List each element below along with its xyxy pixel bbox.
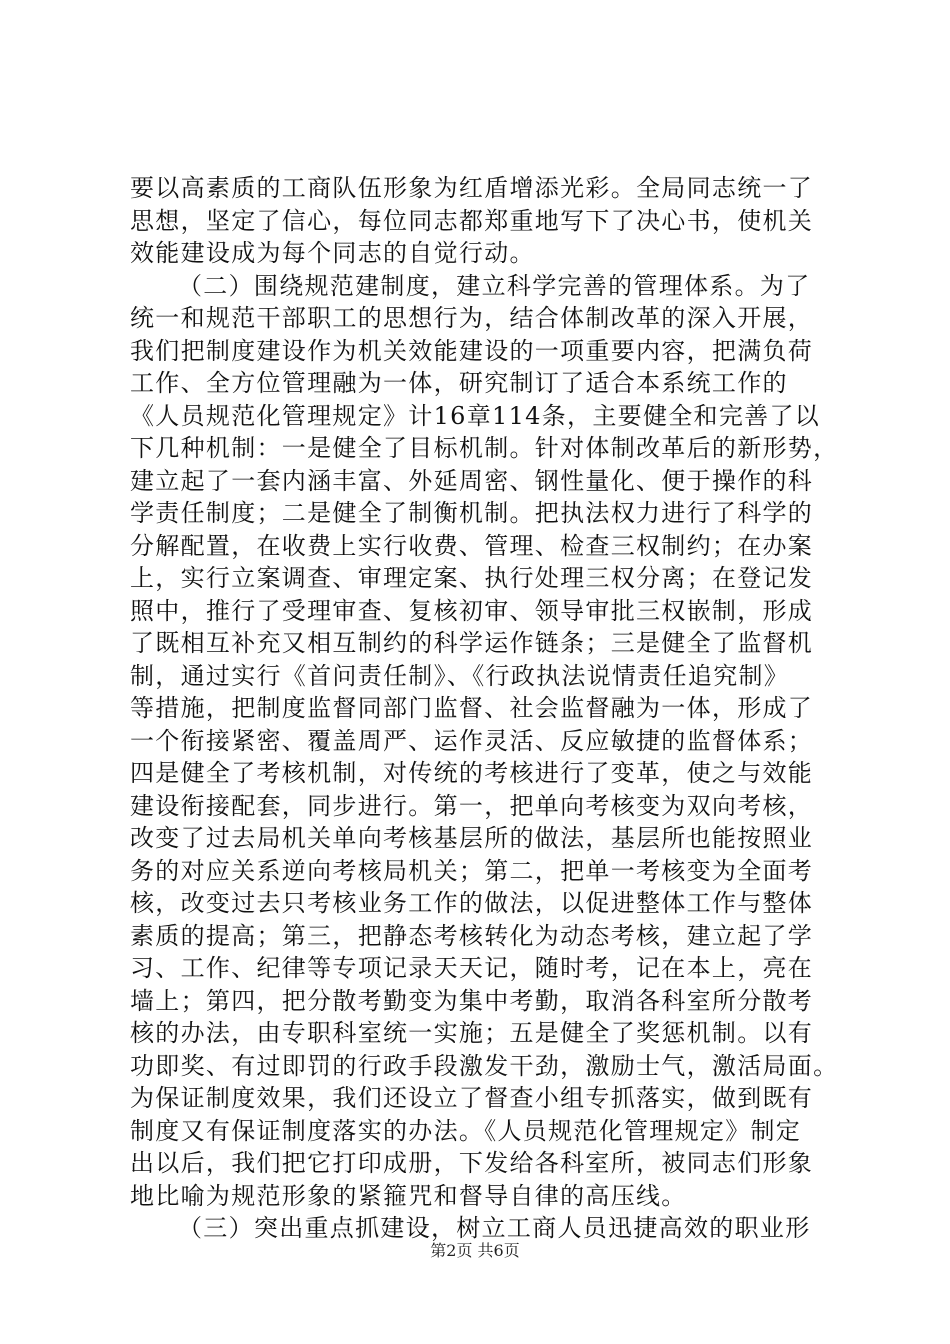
text-line: 务的对应关系逆向考核局机关；第二，把单一考核变为全面考 bbox=[130, 856, 814, 885]
text-line: 为保证制度效果，我们还设立了督查小组专抓落实，做到既有 bbox=[130, 1084, 814, 1112]
text-line: 我们把制度建设作为机关效能建设的一项重要内容，把满负荷 bbox=[130, 336, 814, 365]
text-line: 思想，坚定了信心，每位同志都郑重地写下了决心书，使机关 bbox=[130, 206, 814, 235]
text-line: 习、工作、纪律等专项记录天天记，随时考，记在本上，亮在 bbox=[130, 954, 814, 982]
text-line: 地比喻为规范形象的紧箍咒和督导自律的高压线。 bbox=[130, 1181, 687, 1210]
text-line: 学责任制度；二是健全了制衡机制。把执法权力进行了科学的 bbox=[130, 499, 814, 527]
page-number-label: 第2页 共6页 bbox=[430, 1241, 520, 1260]
text-line: 四是健全了考核机制，对传统的考核进行了变革，使之与效能 bbox=[130, 759, 814, 787]
text-line: 核，改变过去只考核业务工作的做法，以促进整体工作与整体 bbox=[130, 889, 814, 917]
text-line: 工作、全方位管理融为一体，研究制订了适合本系统工作的 bbox=[130, 369, 788, 397]
text-line: 建立起了一套内涵丰富、外延周密、钢性量化、便于操作的科 bbox=[130, 466, 814, 495]
text-line: 照中，推行了受理审查、复核初审、领导审批三权嵌制，形成 bbox=[130, 596, 814, 625]
text-line: 核的办法，由专职科室统一实施；五是健全了奖惩机制。以有 bbox=[130, 1019, 814, 1047]
text-line: 《人员规范化管理规定》计16章114条，主要健全和完善了以 bbox=[130, 401, 821, 430]
text-line: 出以后，我们把它打印成册，下发给各科室所，被同志们形象 bbox=[130, 1149, 814, 1177]
page-footer bbox=[0, 1238, 950, 1261]
text-line: 制度又有保证制度落实的办法。《人员规范化管理规定》制定 bbox=[130, 1116, 802, 1145]
body-text bbox=[130, 172, 839, 1245]
paragraph-start-line: （三）突出重点抓建设，树立工商人员迅捷高效的职业形 bbox=[178, 1214, 811, 1242]
text-line: 一个衔接紧密、覆盖周严、运作灵活、反应敏捷的监督体系； bbox=[130, 726, 814, 755]
text-line: 效能建设成为每个同志的自觉行动。 bbox=[130, 239, 535, 267]
text-line: 功即奖、有过即罚的行政手段激发干劲，激励士气，激活局面。 bbox=[130, 1051, 839, 1080]
text-line: 等措施，把制度监督同部门监督、社会监督融为一体，形成了 bbox=[130, 694, 814, 722]
text-line: 墙上；第四，把分散考勤变为集中考勤，取消各科室所分散考 bbox=[130, 986, 814, 1015]
text-line: 上，实行立案调查、审理定案、执行处理三权分离；在登记发 bbox=[130, 564, 814, 592]
text-line: 分解配置，在收费上实行收费、管理、检查三权制约；在办案 bbox=[130, 531, 814, 560]
text-line: 了既相互补充又相互制约的科学运作链条；三是健全了监督机 bbox=[130, 629, 814, 657]
text-line: 制，通过实行《首问责任制》、《行政执法说情责任追究制》 bbox=[130, 661, 790, 690]
text-line: 要以高素质的工商队伍形象为红盾增添光彩。全局同志统一了 bbox=[130, 174, 814, 202]
text-line: 建设衔接配套，同步进行。第一，把单向考核变为双向考核， bbox=[130, 791, 814, 820]
text-line: 素质的提高；第三，把静态考核转化为动态考核，建立起了学 bbox=[130, 921, 814, 950]
text-line: 改变了过去局机关单向考核基层所的做法，基层所也能按照业 bbox=[130, 824, 814, 852]
text-line: 统一和规范干部职工的思想行为，结合体制改革的深入开展， bbox=[130, 304, 814, 332]
paragraph-start-line: （二）围绕规范建制度，建立科学完善的管理体系。为了 bbox=[178, 271, 811, 300]
text-line: 下几种机制：一是健全了目标机制。针对体制改革后的新形势， bbox=[130, 434, 839, 462]
